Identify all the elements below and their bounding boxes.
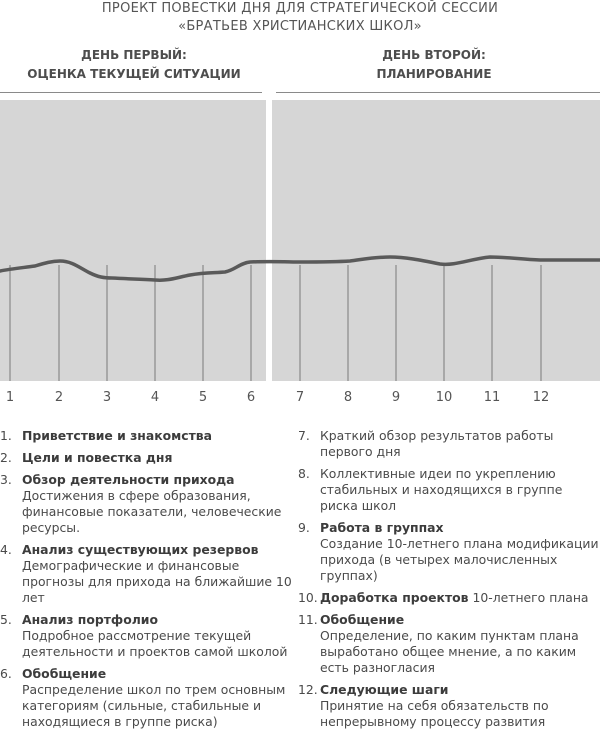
agenda-item-title: Коллективные идеи по укреплению стабильных и находящихся в группе риска школ bbox=[320, 466, 563, 513]
agenda-item-description: Подробное рассмотрение текущей деятельности и проектов самой школой bbox=[22, 628, 288, 659]
agenda-item-title: Работа в группах bbox=[320, 520, 444, 535]
agenda-item-number: 8. bbox=[298, 466, 310, 481]
agenda-item bbox=[0, 450, 292, 466]
agenda-day-two bbox=[298, 428, 600, 736]
agenda-item-description: Создание 10-летнего плана модификации прихода (в четырех малочисленных группах) bbox=[320, 536, 599, 583]
agenda-item-title: Обобщение bbox=[22, 666, 107, 681]
agenda-item bbox=[298, 466, 600, 514]
agenda-item-title-suffix: 10-летнего плана bbox=[468, 590, 589, 605]
agenda-item-body bbox=[320, 682, 600, 730]
agenda-item-title: Обобщение bbox=[320, 612, 405, 627]
agenda-item bbox=[0, 612, 292, 660]
agenda-item-body bbox=[320, 520, 600, 584]
agenda-item-body bbox=[22, 612, 292, 660]
timeline-chart bbox=[0, 100, 600, 385]
agenda-item-number: 11. bbox=[298, 612, 318, 627]
agenda-item-body bbox=[320, 466, 600, 514]
timeline-label-2: 2 bbox=[54, 390, 64, 405]
agenda-item-body bbox=[320, 612, 600, 676]
day-one-header bbox=[0, 46, 268, 84]
agenda-item-body bbox=[22, 542, 292, 606]
timeline-label-12: 12 bbox=[532, 390, 550, 405]
agenda-item-number: 1. bbox=[0, 428, 12, 443]
agenda-item bbox=[0, 472, 292, 536]
agenda-item bbox=[0, 428, 292, 444]
agenda-item-body bbox=[22, 450, 292, 466]
timeline-label-4: 4 bbox=[150, 390, 160, 405]
timeline-label-1: 1 bbox=[5, 390, 15, 405]
day-two-panel bbox=[272, 100, 600, 381]
agenda-item-number: 2. bbox=[0, 450, 12, 465]
agenda-item-title: Краткий обзор результатов работы первого дня bbox=[320, 428, 554, 459]
agenda-item-title: Приветствие и знакомства bbox=[22, 428, 213, 443]
agenda-item-body bbox=[22, 666, 292, 730]
agenda-day-one bbox=[0, 428, 292, 736]
agenda-item-number: 10. bbox=[298, 590, 318, 605]
timeline-label-8: 8 bbox=[343, 390, 353, 405]
agenda-item-title: Анализ портфолио bbox=[22, 612, 158, 627]
timeline-label-6: 6 bbox=[246, 390, 256, 405]
agenda-item-number: 3. bbox=[0, 472, 12, 487]
timeline-label-3: 3 bbox=[102, 390, 112, 405]
agenda-item-title: Обзор деятельности прихода bbox=[22, 472, 235, 487]
agenda-item bbox=[298, 520, 600, 584]
agenda-item bbox=[0, 542, 292, 606]
title-line-1: ПРОЕКТ ПОВЕСТКИ ДНЯ ДЛЯ СТРАТЕГИЧЕСКОЙ СЕССИИ bbox=[101, 1, 499, 16]
agenda-item-number: 7. bbox=[298, 428, 310, 443]
timeline-label-9: 9 bbox=[391, 390, 401, 405]
agenda-item-title: Цели и повестка дня bbox=[22, 450, 173, 465]
agenda-item-number: 6. bbox=[0, 666, 12, 681]
agenda-item-title: Следующие шаги bbox=[320, 682, 449, 697]
agenda-item-description: Распределение школ по трем основным категориям (сильные, стабильные и находящиеся в группе риска) bbox=[22, 682, 286, 729]
agenda-item-body bbox=[320, 428, 600, 460]
agenda-item-number: 5. bbox=[0, 612, 12, 627]
day-one-panel bbox=[0, 100, 266, 381]
timeline-label-10: 10 bbox=[435, 390, 453, 405]
agenda-item-description: Определение, по каким пунктам плана выработано общее мнение, а по каким есть разногласия bbox=[320, 628, 579, 675]
day-two-label: ДЕНЬ ВТОРОЙ: bbox=[382, 48, 486, 62]
day-one-rule bbox=[0, 92, 262, 93]
diagram-title bbox=[0, 0, 600, 36]
agenda-item-description: Достижения в сфере образования, финансовые показатели, человеческие ресурсы. bbox=[22, 488, 282, 535]
day-two-header bbox=[268, 46, 600, 84]
timeline-label-11: 11 bbox=[483, 390, 501, 405]
agenda-item-description: Принятие на себя обязательств по непрерывному процессу развития bbox=[320, 698, 549, 729]
title-line-2: «БРАТЬЕВ ХРИСТИАНСКИХ ШКОЛ» bbox=[178, 19, 422, 34]
day-two-subtitle: ПЛАНИРОВАНИЕ bbox=[376, 67, 492, 81]
agenda-item-body bbox=[320, 590, 600, 606]
timeline-label-7: 7 bbox=[295, 390, 305, 405]
agenda-item-body bbox=[22, 472, 292, 536]
agenda-item-number: 4. bbox=[0, 542, 12, 557]
day-one-subtitle: ОЦЕНКА ТЕКУЩЕЙ СИТУАЦИИ bbox=[27, 67, 241, 81]
agenda-item bbox=[298, 682, 600, 730]
timeline-label-5: 5 bbox=[198, 390, 208, 405]
agenda-item bbox=[298, 590, 600, 606]
agenda-item-description: Демографические и финансовые прогнозы для прихода на ближайшие 10 лет bbox=[22, 558, 292, 605]
day-one-label: ДЕНЬ ПЕРВЫЙ: bbox=[81, 48, 187, 62]
day-two-rule bbox=[276, 92, 600, 93]
agenda-item-number: 9. bbox=[298, 520, 310, 535]
agenda-item-title: Анализ существующих резервов bbox=[22, 542, 259, 557]
agenda-item-body bbox=[22, 428, 292, 444]
agenda-item-title: Доработка проектов bbox=[320, 590, 469, 605]
agenda-item bbox=[298, 428, 600, 460]
agenda-item-number: 12. bbox=[298, 682, 318, 697]
agenda-item bbox=[298, 612, 600, 676]
agenda-item bbox=[0, 666, 292, 730]
